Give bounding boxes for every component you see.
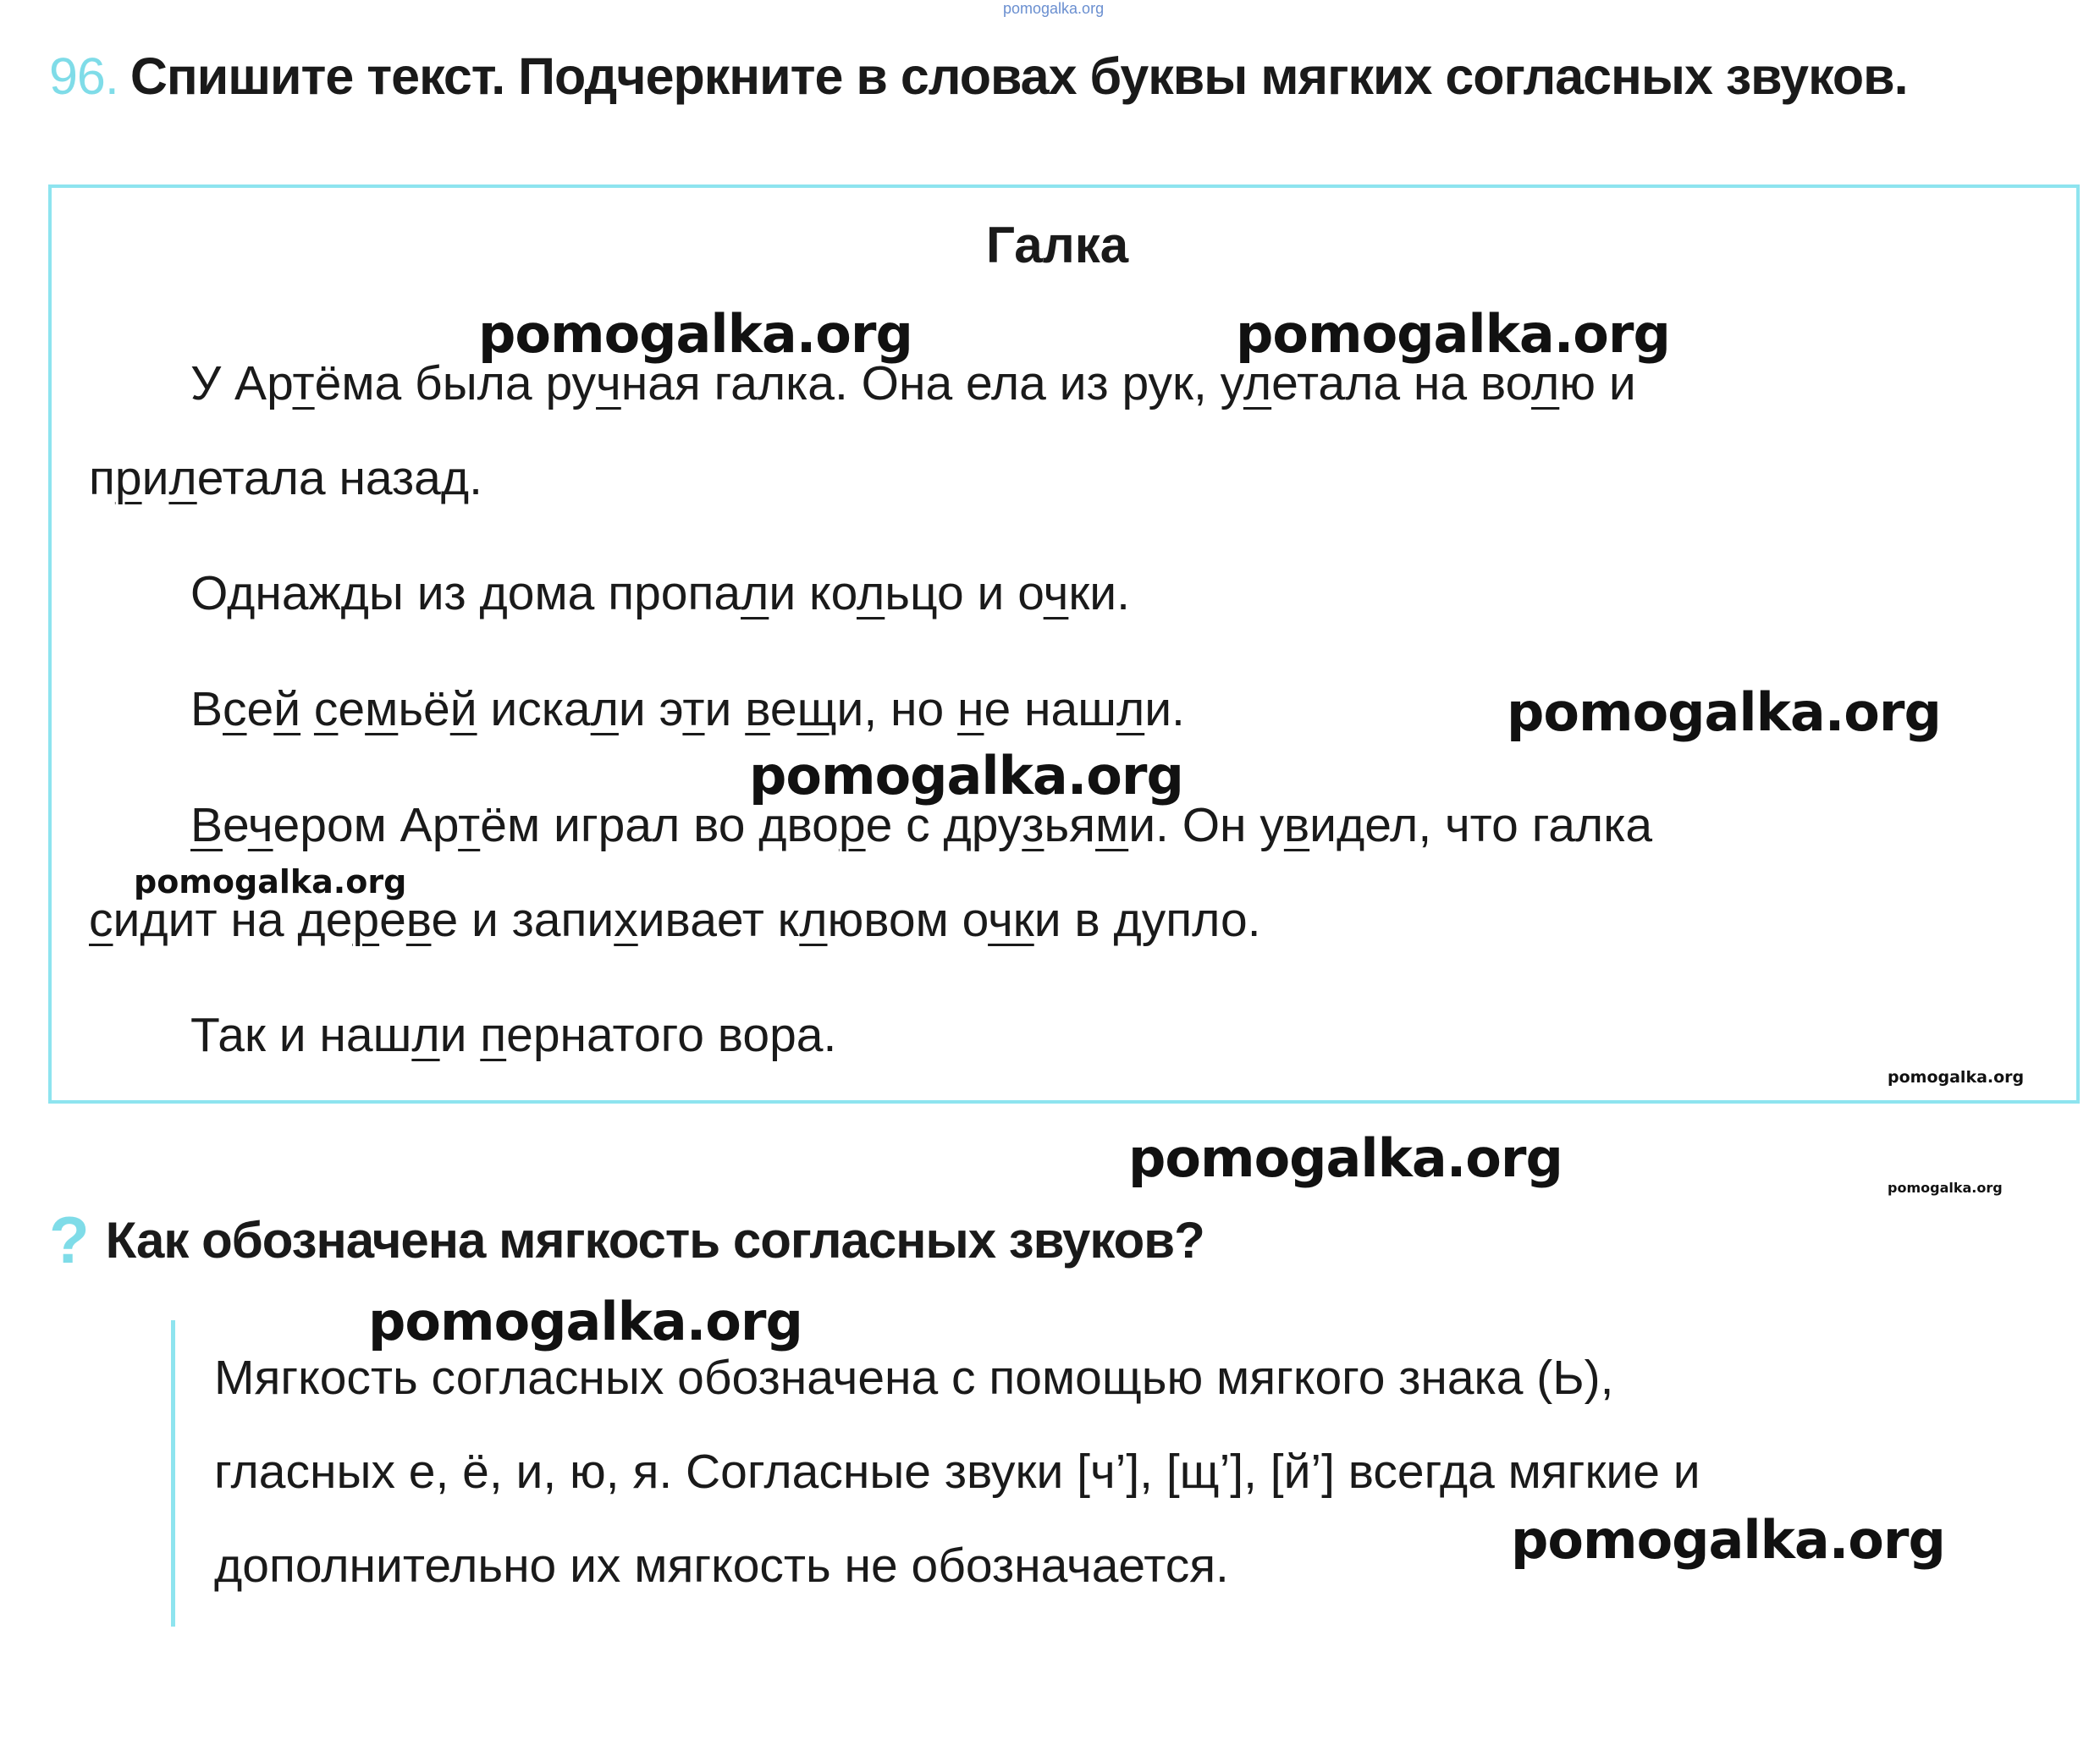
- story-text: и: [113, 893, 141, 947]
- underlined-letter: ч: [596, 356, 621, 410]
- underlined-letter: т: [682, 682, 705, 736]
- story-text: ья: [1044, 798, 1095, 852]
- story-line: [190, 1007, 836, 1063]
- story-line: [89, 450, 482, 506]
- answer-line: гласных е, ё, и, ю, я. Согласные звуки [ч’], [щ’], [й’] всегда мягкие и: [214, 1445, 1700, 1499]
- story-text: [300, 682, 314, 736]
- story-text: и в дупло.: [1033, 893, 1261, 947]
- story-text: и: [704, 682, 746, 736]
- story-box: [48, 184, 2080, 1104]
- watermark: pomogalka.org: [1888, 1180, 2003, 1196]
- underlined-letter: в: [745, 682, 770, 736]
- question-heading: [49, 1202, 1204, 1279]
- watermark: pomogalka.org: [478, 303, 912, 365]
- story-text: ьё: [398, 682, 450, 736]
- answer-line: дополнительно их мягкость не обозначается.: [214, 1539, 1229, 1593]
- watermark: pomogalka.org: [1236, 303, 1670, 365]
- underlined-letter: н: [957, 682, 984, 736]
- underlined-letter: д: [1336, 798, 1365, 852]
- story-text: е с дру: [865, 798, 1022, 852]
- underlined-letter: щ: [796, 682, 837, 736]
- story-text: В: [190, 682, 223, 736]
- story-text: и ко: [769, 566, 857, 620]
- underlined-letter: м: [365, 682, 399, 736]
- answer-line: Мягкость согласных обозначена с помощью мягкого знака (Ь),: [214, 1351, 1614, 1405]
- story-text: ная галка. Она ела из рук, у: [620, 356, 1243, 410]
- underlined-letter: л: [411, 1008, 440, 1062]
- story-text: ювом о: [827, 893, 989, 947]
- story-title: Галка: [986, 217, 1129, 273]
- story-text: и э: [618, 682, 683, 736]
- underlined-letter: д: [140, 893, 168, 947]
- underlined-letter: т: [458, 798, 481, 852]
- story-text: е наш: [984, 682, 1116, 736]
- watermark: pomogalka.org: [1128, 1127, 1563, 1189]
- story-text: ернатого вора.: [506, 1008, 837, 1062]
- story-text: Однажды из дома пропа: [190, 566, 741, 620]
- underlined-letter: х: [614, 893, 638, 947]
- question-text: Как обозначена мягкость согласных звуков?: [105, 1212, 1204, 1269]
- story-text: ит на: [168, 893, 298, 947]
- underlined-letter: м: [1095, 798, 1129, 852]
- story-text: ьцо и о: [885, 566, 1044, 620]
- underlined-letter: й: [273, 682, 301, 736]
- task-number: 96.: [49, 47, 119, 105]
- underlined-letter: л: [1116, 682, 1145, 736]
- story-text: е: [769, 682, 797, 736]
- story-text: е: [338, 682, 366, 736]
- underlined-letter: р: [114, 451, 142, 505]
- story-text: ел, что галка: [1364, 798, 1653, 852]
- story-text: етала на во: [1271, 356, 1532, 410]
- story-text: и, но: [836, 682, 958, 736]
- underlined-letter: с: [89, 893, 113, 947]
- underlined-letter: л: [799, 893, 828, 947]
- watermark: pomogalka.org: [1888, 1068, 2025, 1087]
- story-text: и.: [1144, 682, 1185, 736]
- story-text: У Ар: [190, 356, 293, 410]
- story-text: иска: [477, 682, 591, 736]
- underlined-letter: л: [741, 566, 769, 620]
- story-text: е: [379, 893, 406, 947]
- underlined-letter: л: [857, 566, 885, 620]
- underlined-letter: с: [223, 682, 247, 736]
- story-line: [190, 681, 1185, 737]
- underlined-letter: й: [449, 682, 477, 736]
- watermark-top: pomogalka.org: [1003, 0, 1105, 17]
- underlined-letter: р: [352, 893, 380, 947]
- story-text: ки.: [1068, 566, 1130, 620]
- story-line: [190, 565, 1130, 621]
- story-text: ивает к: [637, 893, 800, 947]
- underlined-letter: р: [838, 798, 866, 852]
- story-text: ёма была ру: [314, 356, 597, 410]
- watermark: pomogalka.org: [1507, 681, 1941, 743]
- underlined-letter: п: [480, 1008, 507, 1062]
- story-text: п: [89, 451, 115, 505]
- task-instruction: Спишите текст. Подчеркните в словах буквы мягких согласных звуков.: [130, 47, 1908, 105]
- underlined-letter: ч: [247, 798, 273, 852]
- story-text: Так и наш: [190, 1008, 412, 1062]
- story-text: е: [246, 682, 274, 736]
- underlined-letter: В: [190, 798, 223, 852]
- story-text: и: [439, 1008, 481, 1062]
- underlined-letter: л: [1243, 356, 1272, 410]
- task-heading: [49, 47, 1908, 106]
- story-text: ю и: [1559, 356, 1636, 410]
- story-text: е: [223, 798, 248, 852]
- underlined-letter: л: [1531, 356, 1560, 410]
- story-text: ером Ар: [273, 798, 459, 852]
- underlined-letter: в: [405, 893, 432, 947]
- story-text: етала назад.: [196, 451, 482, 505]
- underlined-letter: в: [1283, 798, 1310, 852]
- story-text: е и запи: [431, 893, 615, 947]
- underlined-letter: ч: [1043, 566, 1069, 620]
- underlined-letter: с: [313, 682, 339, 736]
- underlined-letter: чк: [988, 893, 1034, 947]
- story-text: и: [141, 451, 169, 505]
- question-mark-icon: ?: [49, 1203, 89, 1277]
- answer-accent-bar: [171, 1320, 175, 1627]
- watermark: pomogalka.org: [749, 745, 1183, 807]
- watermark: pomogalka.org: [368, 1291, 802, 1352]
- story-text: и. Он у: [1128, 798, 1284, 852]
- watermark: pomogalka.org: [1511, 1509, 1945, 1571]
- underlined-letter: з: [1022, 798, 1044, 852]
- story-text: е: [325, 893, 353, 947]
- story-text: ём играл во дво: [480, 798, 839, 852]
- underlined-letter: т: [292, 356, 315, 410]
- underlined-letter: д: [297, 893, 326, 947]
- underlined-letter: л: [590, 682, 619, 736]
- watermark: pomogalka.org: [134, 863, 407, 900]
- story-text: и: [1309, 798, 1337, 852]
- underlined-letter: л: [168, 451, 197, 505]
